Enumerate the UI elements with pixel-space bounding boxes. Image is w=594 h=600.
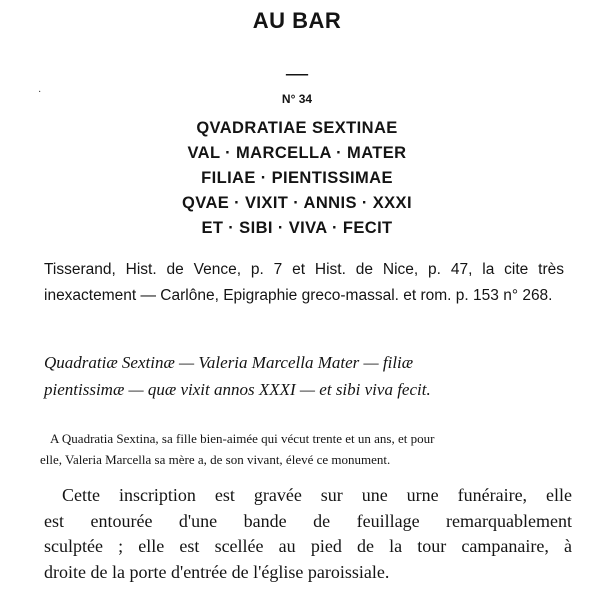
title-rule: — [286, 60, 308, 85]
inscription-line: FILIAE · PIENTISSIMAE [201, 169, 393, 187]
ink-speck: · [38, 87, 42, 98]
inscription-line: QVADRATIAE SEXTINAE [196, 119, 398, 137]
description-line: sculptée ; elle est scellée au pied de la tour campanaire, à [44, 536, 572, 556]
description-line: droite de la porte d'entrée de l'église paroissiale. [44, 561, 390, 582]
description-line: Cette inscription est gravée sur une urne funéraire, elle [62, 485, 572, 505]
inscription-line: ET · SIBI · VIVA · FECIT [201, 219, 393, 237]
description-line: est entourée d'une bande de feuillage remarquablement [44, 510, 572, 531]
translation-line: A Quadratia Sextina, sa fille bien-aimée qui vécut trente et un ans, et pour [50, 431, 435, 446]
description-paragraph [44, 483, 572, 585]
latin-line: pientissimæ — quæ vixit annos XXXI — et sibi viva fecit. [44, 380, 431, 399]
inscription-line: VAL · MARCELLA · MATER [187, 144, 407, 162]
inscription-text [0, 116, 594, 241]
french-translation [40, 428, 560, 470]
latin-transcription [44, 349, 569, 403]
bibliographic-references: Tisserand, Hist. de Vence, p. 7 et Hist. de Nice, p. 47, la cite très inexactement — Carlône, Epigraphie greco-massal. et rom. p. 153 n° 268. [44, 261, 564, 304]
translation-line: elle, Valeria Marcella sa mère a, de son vivant, élevé ce monument. [40, 452, 391, 467]
page-title: AU BAR [252, 8, 342, 33]
latin-line: Quadratiæ Sextinæ — Valeria Marcella Mater — filiæ [44, 353, 414, 372]
inscription-line: QVAE · VIXIT · ANNIS · XXXI [182, 194, 412, 212]
inscription-number: N° 34 [281, 92, 313, 106]
